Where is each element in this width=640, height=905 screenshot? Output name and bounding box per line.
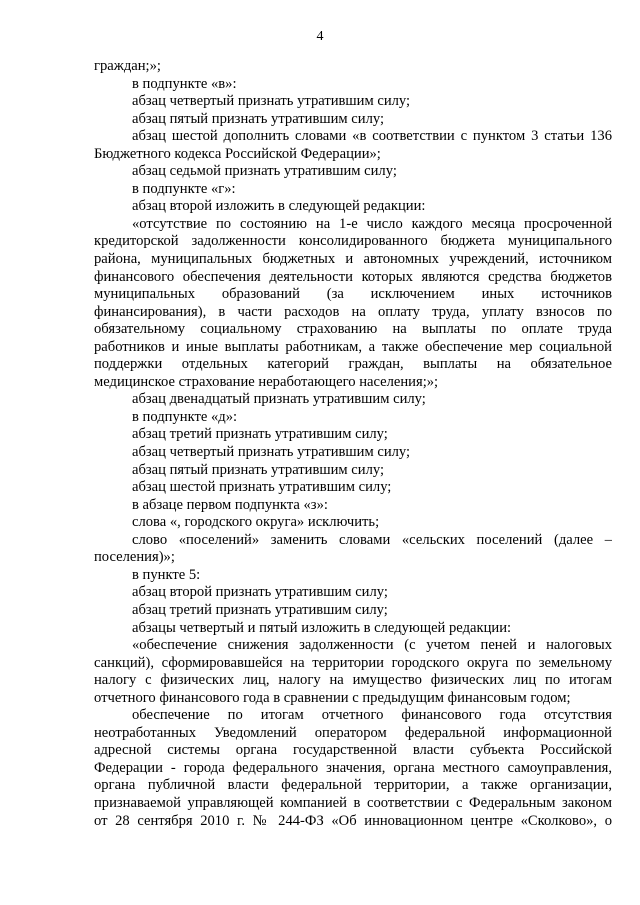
- text-line: отчетного финансового года в сравнении с предыдущим финансовым годом;: [94, 689, 571, 706]
- text-line: признаваемой управляющей компанией в соответствии с Федеральным законом: [94, 794, 612, 811]
- text-line: кредиторской задолженности консолидированного бюджета муниципального: [94, 233, 612, 250]
- text-line: слово «поселений» заменить словами «сельских поселений (далее –: [132, 531, 612, 548]
- text-line: обязательному социальному страхованию на выплаты по оплате труда: [94, 321, 612, 338]
- text-line: работников и иные выплаты работникам, а также обеспечение мер социальной: [94, 338, 612, 355]
- text-line: слова «, городского округа» исключить;: [132, 514, 380, 531]
- text-line: «отсутствие по состоянию на 1-е число каждого месяца просроченной: [132, 215, 612, 232]
- text-line: санкций), сформировавшейся на территории городского округа по земельному: [94, 654, 612, 671]
- text-line: абзац третий признать утратившим силу;: [132, 426, 388, 443]
- text-line: абзац четвертый признать утратившим силу;: [132, 93, 411, 110]
- text-line: абзац шестой признать утратившим силу;: [132, 479, 392, 496]
- text-line: в подпункте «д»:: [132, 408, 238, 425]
- text-line: в подпункте «в»:: [132, 75, 237, 92]
- text-line: абзац пятый признать утратившим силу;: [132, 461, 385, 478]
- text-line: района, муниципальных бюджетных и автономных учреждений, источником: [94, 251, 612, 268]
- text-line: Федерации - города федерального значения, органа местного самоуправления,: [94, 759, 612, 776]
- text-line: абзац второй изложить в следующей редакции:: [132, 198, 426, 215]
- text-line: неотработанных Уведомлений оператором федеральной информационной: [94, 724, 612, 741]
- text-line: Бюджетного кодекса Российской Федерации»;: [94, 145, 381, 162]
- text-line: абзац третий признать утратившим силу;: [132, 601, 388, 618]
- text-line: абзац пятый признать утратившим силу;: [132, 110, 385, 127]
- text-line: налогу с физических лиц, налогу на имущество физических лиц по итогам: [94, 672, 612, 689]
- text-line: медицинское страхование неработающего населения;»;: [94, 373, 439, 390]
- text-line: в подпункте «г»:: [132, 180, 236, 197]
- text-line: обеспечение по итогам отчетного финансового года отсутствия: [132, 707, 612, 724]
- document-body: [94, 58, 612, 830]
- text-line: абзац второй признать утратившим силу;: [132, 584, 388, 601]
- text-line: адресной системы органа государственной власти субъекта Российской: [94, 742, 612, 759]
- text-line: абзац двенадцатый признать утратившим силу;: [132, 391, 426, 408]
- text-line: граждан;»;: [94, 58, 161, 74]
- text-line: муниципальных образований (за исключением иных источников: [94, 286, 612, 303]
- text-line: в абзаце первом подпункта «з»:: [132, 496, 328, 513]
- text-line: поддержки отдельных категорий граждан, выплаты на обязательное: [94, 356, 612, 373]
- text-line: «обеспечение снижения задолженности (с учетом пеней и налоговых: [132, 637, 612, 654]
- text-line: органа публичной власти федеральной территории, а также организации,: [94, 777, 612, 794]
- text-line: абзац шестой дополнить словами «в соответствии с пунктом 3 статьи 136: [132, 128, 612, 145]
- text-line: в пункте 5:: [132, 566, 201, 583]
- text-line: абзац седьмой признать утратившим силу;: [132, 163, 397, 180]
- page-number: 4: [316, 29, 324, 44]
- text-line: финансирования), в части расходов на оплату труда, уплату взносов по: [94, 303, 612, 320]
- text-line: поселения)»;: [94, 549, 175, 566]
- text-line: от 28 сентября 2010 г. № 244-ФЗ «Об инновационном центре «Сколково», о: [94, 812, 612, 829]
- text-line: абзацы четвертый и пятый изложить в следующей редакции:: [132, 619, 512, 636]
- text-line: финансового обеспечения деятельности которых являются средства бюджетов: [94, 268, 612, 285]
- text-line: абзац четвертый признать утратившим силу;: [132, 444, 411, 461]
